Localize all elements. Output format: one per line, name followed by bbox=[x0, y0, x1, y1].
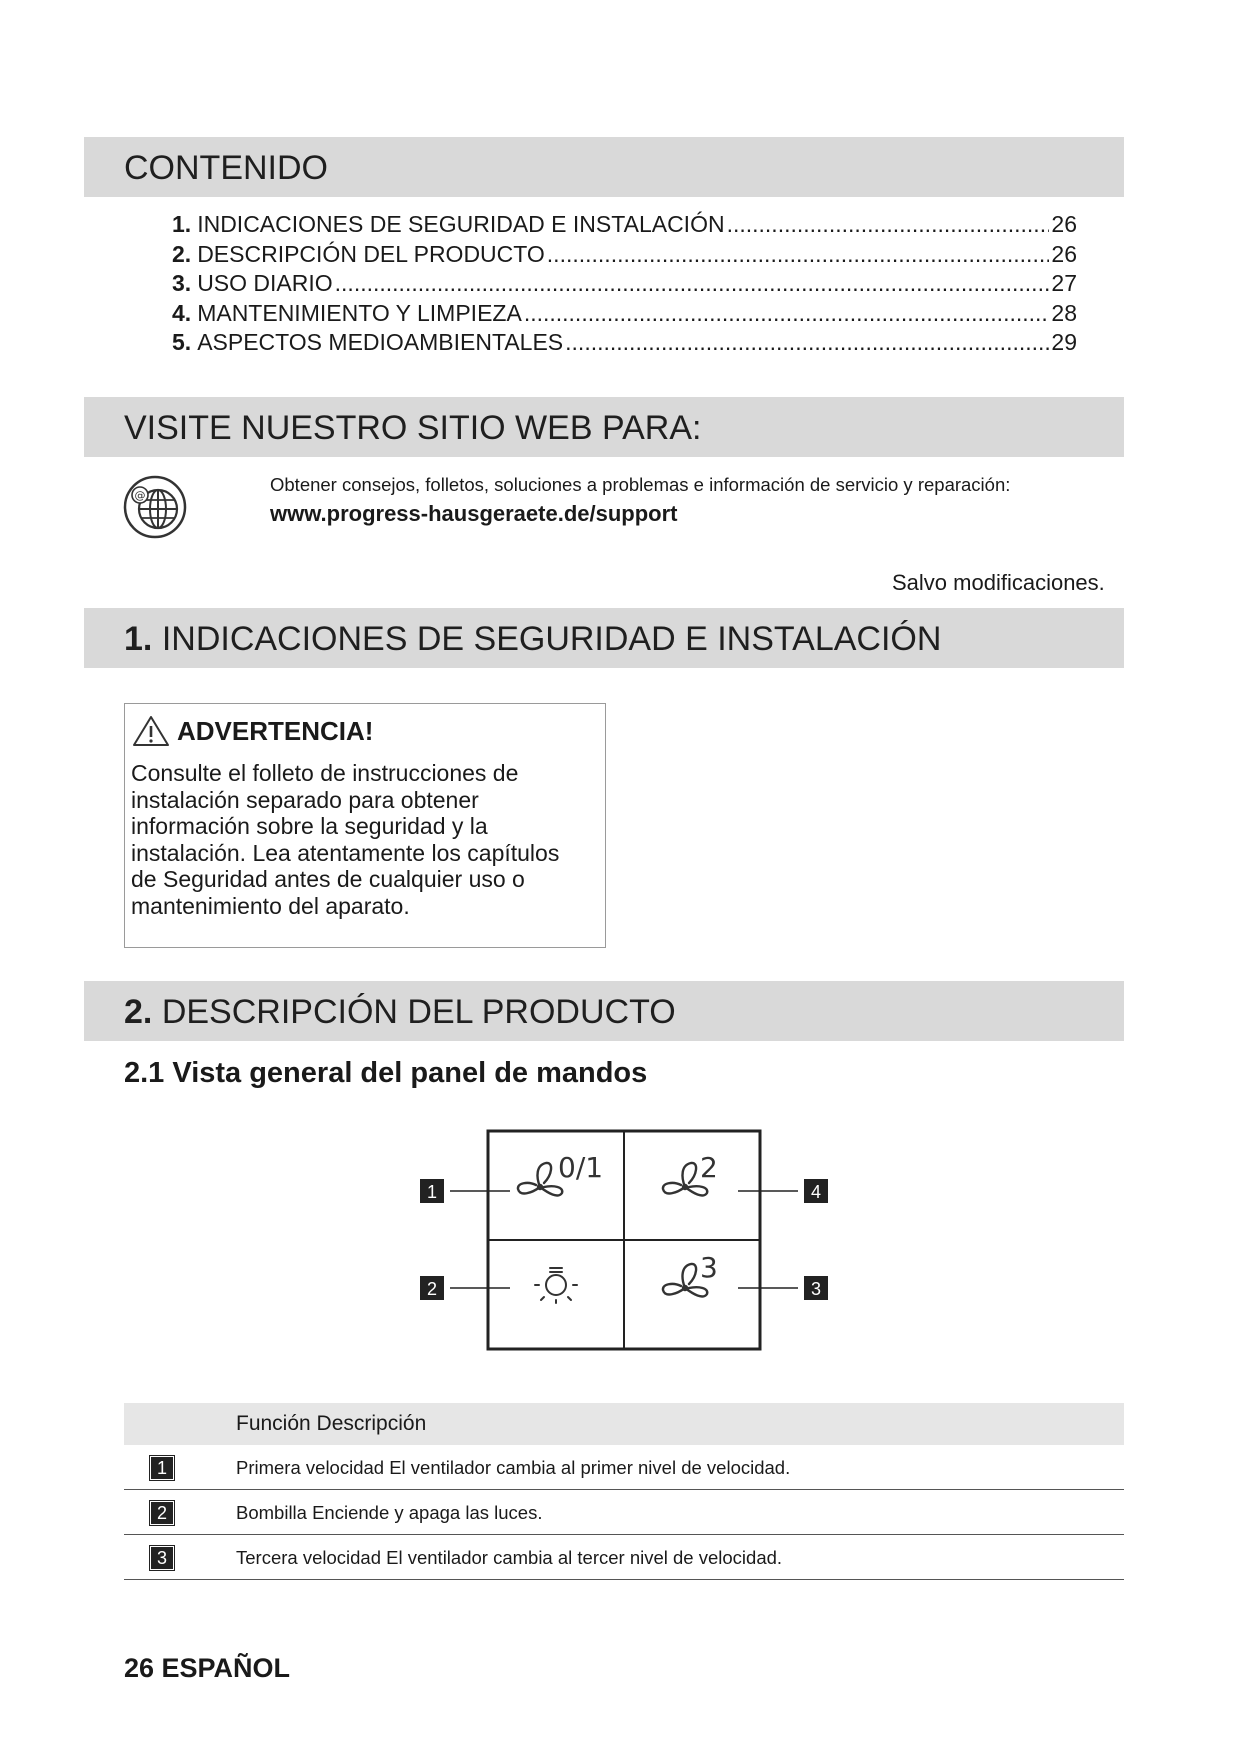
function-table-header bbox=[124, 1403, 1124, 1445]
function-table-header-label: Función Descripción bbox=[236, 1412, 427, 1435]
callout-1-label: 1 bbox=[426, 1182, 438, 1202]
section2-heading bbox=[124, 993, 676, 1032]
toc-item-number: 5. bbox=[172, 329, 192, 355]
row-key-badge: 1 bbox=[151, 1457, 173, 1479]
fan-speed-3-label: 3 bbox=[700, 1251, 718, 1284]
callout-1 bbox=[420, 1179, 444, 1203]
toc-item-label: INDICACIONES DE SEGURIDAD E INSTALACIÓN bbox=[197, 211, 725, 237]
warning-box bbox=[124, 703, 606, 948]
toc-item-label: MANTENIMIENTO Y LIMPIEZA bbox=[197, 299, 522, 326]
toc-item-4[interactable] bbox=[172, 299, 1077, 329]
section1-number: 1. bbox=[124, 620, 153, 658]
toc-item-page: 26 bbox=[1051, 211, 1077, 237]
fan-speed-1-label: 0/1 bbox=[558, 1151, 604, 1184]
section1-header-band bbox=[84, 608, 1124, 668]
warning-title: ADVERTENCIA! bbox=[177, 716, 374, 746]
toc-item-number: 4. bbox=[172, 299, 192, 326]
toc-item-number: 1. bbox=[172, 211, 192, 237]
svg-text:@: @ bbox=[134, 489, 146, 502]
section2-header-band bbox=[84, 981, 1124, 1041]
toc-header-band bbox=[84, 137, 1124, 197]
row-description: Tercera velocidad El ventilador cambia al tercer nivel de velocidad. bbox=[236, 1547, 783, 1568]
toc-item-2[interactable] bbox=[172, 240, 1077, 270]
callout-3-label: 3 bbox=[810, 1279, 822, 1299]
toc-item-page: 28 bbox=[1051, 299, 1077, 326]
toc-leader-dots bbox=[565, 328, 1049, 357]
callout-2 bbox=[420, 1276, 444, 1300]
toc-item-label: USO DIARIO bbox=[197, 270, 333, 296]
globe-icon bbox=[122, 474, 188, 540]
table-row bbox=[124, 1535, 1124, 1580]
toc-leader-dots bbox=[335, 269, 1050, 298]
toc-item-label: ASPECTOS MEDIOAMBIENTALES bbox=[197, 329, 564, 355]
table-of-contents bbox=[172, 210, 1077, 358]
row-description: Primera velocidad El ventilador cambia al primer nivel de velocidad. bbox=[236, 1457, 791, 1478]
toc-item-label: DESCRIPCIÓN DEL PRODUCTO bbox=[197, 240, 545, 267]
fan-speed-2-label: 2 bbox=[700, 1151, 718, 1184]
warning-triangle-icon bbox=[131, 714, 171, 748]
toc-item-5[interactable] bbox=[172, 328, 1077, 358]
toc-item-number: 3. bbox=[172, 270, 192, 296]
callout-4 bbox=[804, 1179, 828, 1203]
table-row bbox=[124, 1490, 1124, 1535]
toc-item-number: 2. bbox=[172, 240, 192, 267]
row-description: Bombilla Enciende y apaga las luces. bbox=[236, 1502, 543, 1523]
callout-2-label: 2 bbox=[426, 1279, 438, 1299]
toc-title: CONTENIDO bbox=[124, 149, 328, 187]
warning-text: Consulte el folleto de instrucciones de instalación separado para obtener información sobre la seguridad y la instalación. Lea atentamente los capítulos de Seguridad antes de cualquier uso o mantenimiento del aparato. bbox=[131, 760, 560, 919]
toc-item-page: 26 bbox=[1051, 240, 1077, 267]
section1-heading bbox=[124, 620, 941, 659]
row-key-badge: 2 bbox=[151, 1502, 173, 1524]
callout-3 bbox=[804, 1276, 828, 1300]
section2-title: DESCRIPCIÓN DEL PRODUCTO bbox=[161, 993, 676, 1031]
website-title: VISITE NUESTRO SITIO WEB PARA: bbox=[124, 409, 702, 447]
table-row bbox=[124, 1445, 1124, 1490]
notice-text: Salvo modificaciones. bbox=[892, 570, 1105, 595]
toc-item-1[interactable] bbox=[172, 210, 1077, 240]
website-header-band bbox=[84, 397, 1124, 457]
callout-4-label: 4 bbox=[810, 1182, 822, 1202]
toc-leader-dots bbox=[524, 299, 1050, 328]
website-description: Obtener consejos, folletos, soluciones a problemas e información de servicio y reparación: bbox=[270, 474, 1011, 495]
toc-item-page: 27 bbox=[1051, 270, 1077, 296]
section2-number: 2. bbox=[124, 993, 153, 1031]
support-link[interactable]: www.progress-hausgeraete.de/support bbox=[270, 501, 678, 526]
page-footer: 26 ESPAÑOL bbox=[124, 1653, 291, 1683]
subsection-title: 2.1 Vista general del panel de mandos bbox=[124, 1057, 648, 1089]
row-key-badge: 3 bbox=[151, 1547, 173, 1569]
section1-title: INDICACIONES DE SEGURIDAD E INSTALACIÓN bbox=[161, 620, 942, 658]
toc-item-3[interactable] bbox=[172, 269, 1077, 299]
toc-item-page: 29 bbox=[1051, 329, 1077, 355]
control-panel-diagram bbox=[410, 1125, 840, 1355]
toc-leader-dots bbox=[547, 240, 1050, 269]
toc-leader-dots bbox=[727, 210, 1050, 239]
